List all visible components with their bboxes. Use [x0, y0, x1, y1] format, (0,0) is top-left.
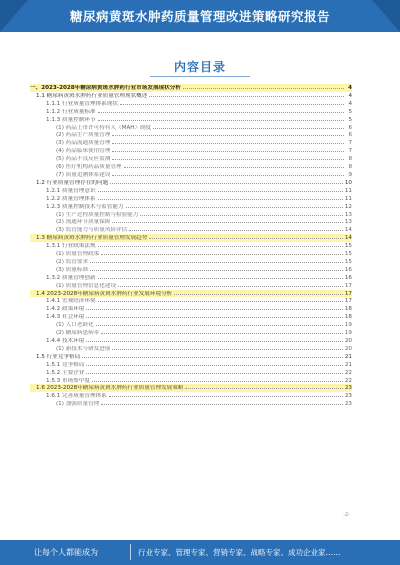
toc-entry-title: (1) 生产过程质量控制与检验能力: [56, 211, 139, 218]
toc-entry-page: 13: [344, 211, 352, 218]
footer-divider: [130, 544, 131, 560]
report-title: 糖尿病黄斑水肿药质量管理改进策略研究报告: [69, 9, 330, 24]
toc-entry-page: 17: [344, 290, 352, 297]
toc-entry-title: 1.1.2 行业质量标准: [46, 108, 96, 115]
toc-entry-page: 4: [348, 92, 352, 99]
toc-leader-dots: [112, 218, 342, 223]
toc-entry-page: 7: [348, 140, 352, 147]
toc-leader-dots: [149, 92, 344, 97]
toc-leader-dots: [120, 100, 344, 105]
toc-entry-page: 22: [344, 377, 352, 384]
toc-leader-dots: [98, 116, 344, 121]
toc-entry-page: 18: [344, 306, 352, 313]
toc-entry-page: 16: [344, 274, 352, 281]
toc-entry[interactable]: [30, 187, 352, 195]
toc-entry[interactable]: [30, 313, 352, 321]
toc-leader-dots: [101, 400, 343, 405]
toc-entry[interactable]: [30, 163, 352, 171]
toc-leader-dots: [174, 290, 343, 295]
toc-entry-page: 14: [344, 235, 352, 242]
toc-entry[interactable]: [30, 92, 352, 100]
footer-slogan: 让每个人都能成为: [34, 548, 98, 557]
toc-entry-page: 4: [348, 85, 352, 91]
toc-entry-title: 1.3.1 行业政策法规: [46, 243, 96, 250]
toc-entry-page: 19: [344, 322, 352, 329]
toc-entry[interactable]: [30, 147, 352, 155]
toc-entry-page: 20: [344, 345, 352, 352]
toc-entry-title: (7) 质量追溯体系建设: [56, 171, 111, 178]
toc-leader-dots: [86, 305, 342, 310]
toc-leader-dots: [90, 258, 343, 263]
toc-entry[interactable]: [30, 353, 352, 361]
toc-entry[interactable]: [30, 250, 352, 258]
toc-entry-title: (3) 质量标准: [56, 266, 89, 273]
toc-entry-page: 9: [348, 171, 352, 178]
toc-entry-title: 1.4.3 社会环境: [46, 314, 85, 321]
toc-leader-dots: [86, 313, 342, 318]
toc-entry[interactable]: [30, 266, 352, 274]
toc-entry-page: 21: [344, 353, 352, 360]
toc-entry[interactable]: [30, 345, 352, 353]
toc-entry-title: 1.2.3 质量控制技术与监管能力: [46, 203, 124, 210]
page-number: -2-: [343, 512, 350, 518]
toc-leader-dots: [92, 377, 343, 382]
toc-entry-title: (1) 新技术与研发进展: [56, 345, 111, 352]
toc-entry[interactable]: [30, 305, 352, 313]
toc-leader-dots: [118, 282, 343, 287]
toc-entry-page: 23: [344, 393, 352, 400]
toc-entry-title: (3) 监管能力与质量风险评估: [56, 227, 128, 234]
toc-entry-title: 1.4.1 宏观经济环境: [46, 298, 96, 305]
toc-entry-title: 1.2 行业质量管理存在的问题: [36, 179, 109, 186]
toc-entry-title: (1) 质量管理信息化建设: [56, 282, 117, 289]
toc-heading-divider: [150, 76, 250, 77]
toc-leader-dots: [126, 203, 343, 208]
toc-leader-dots: [129, 226, 343, 231]
toc-entry-page: 17: [344, 282, 352, 289]
toc-entry[interactable]: [30, 282, 352, 290]
toc-leader-dots: [112, 139, 344, 144]
toc-entry[interactable]: [30, 226, 352, 234]
toc-entry[interactable]: [30, 337, 352, 345]
toc-entry[interactable]: [30, 116, 352, 124]
toc-leader-dots: [86, 337, 342, 342]
toc-leader-dots: [101, 329, 343, 334]
table-of-contents: [30, 84, 352, 504]
toc-entry[interactable]: [30, 84, 352, 92]
toc-entry-title: 1.1.3 质量控制环节: [46, 116, 96, 123]
toc-entry[interactable]: [30, 171, 352, 179]
toc-leader-dots: [98, 297, 343, 302]
toc-entry-title: 1.4.2 政策环境: [46, 306, 85, 313]
toc-entry-title: (6) 医疗机构药品质量管理: [56, 164, 122, 171]
toc-entry[interactable]: [30, 242, 352, 250]
toc-leader-dots: [112, 131, 344, 136]
toc-entry[interactable]: [30, 131, 352, 139]
toc-entry[interactable]: [30, 195, 352, 203]
toc-entry-page: 11: [344, 195, 352, 202]
toc-leader-dots: [109, 392, 343, 397]
toc-entry-page: 15: [344, 251, 352, 258]
toc-entry-title: (4) 药品临床使用管理: [56, 148, 111, 155]
toc-leader-dots: [110, 179, 343, 184]
toc-entry[interactable]: [30, 290, 352, 298]
toc-leader-dots: [98, 195, 343, 200]
toc-entry-page: 15: [344, 258, 352, 265]
toc-entry-title: 1.4 2023-2028年糖尿病黄斑水肿药行业发展环境分析: [36, 290, 173, 297]
toc-entry-title: (2) 监管要求: [56, 258, 89, 265]
toc-entry-title: 1.3 糖尿病黄斑水肿药行业质量管理发展趋势: [36, 235, 148, 242]
toc-entry-page: 13: [344, 219, 352, 226]
toc-leader-dots: [140, 211, 342, 216]
toc-leader-dots: [112, 345, 342, 350]
toc-entry-page: 19: [344, 330, 352, 337]
toc-entry[interactable]: [30, 100, 352, 108]
toc-entry-page: 8: [348, 156, 352, 163]
toc-entry[interactable]: [30, 384, 352, 392]
toc-entry-page: 4: [348, 100, 352, 107]
toc-entry-page: 17: [344, 298, 352, 305]
toc-leader-dots: [86, 361, 342, 366]
toc-entry-title: (5) 药品不良反应监测: [56, 156, 111, 163]
toc-entry[interactable]: [30, 203, 352, 211]
toc-leader-dots: [112, 171, 344, 176]
toc-entry[interactable]: [30, 234, 352, 242]
toc-entry-title: 1.6.1 完善质量管理体系: [46, 393, 107, 400]
toc-entry-page: 23: [344, 401, 352, 408]
toc-entry[interactable]: [30, 139, 352, 147]
toc-entry-title: 1.5 行业竞争格局: [36, 353, 81, 360]
toc-entry[interactable]: [30, 155, 352, 163]
toc-entry[interactable]: [30, 321, 352, 329]
toc-entry-page: 16: [344, 266, 352, 273]
toc-entry-page: 7: [348, 148, 352, 155]
toc-entry-page: 18: [344, 314, 352, 321]
toc-entry-page: 10: [344, 179, 352, 186]
toc-entry-title: (2) 糖尿病患病率: [56, 330, 100, 337]
toc-entry-page: 23: [344, 385, 352, 392]
toc-entry[interactable]: [30, 179, 352, 187]
toc-entry-page: 5: [348, 108, 352, 115]
toc-entry-title: 1.5.3 市场集中度: [46, 377, 90, 384]
toc-leader-dots: [82, 353, 343, 358]
toc-entry-page: 5: [348, 116, 352, 123]
toc-entry-page: 6: [348, 124, 352, 131]
toc-leader-dots: [153, 124, 344, 129]
toc-leader-dots: [98, 242, 343, 247]
toc-heading: 内容目录: [173, 60, 226, 74]
toc-entry-title: 一、2023-2028年糖尿病黄斑水肿药行业市场发展现状分析: [30, 85, 181, 91]
toc-entry[interactable]: [30, 211, 352, 219]
toc-entry-title: 1.2.1 质量管理意识: [46, 187, 96, 194]
toc-leader-dots: [86, 369, 342, 374]
toc-entry[interactable]: [30, 274, 352, 282]
toc-entry[interactable]: [30, 108, 352, 116]
toc-entry-page: 6: [348, 132, 352, 139]
toc-leader-dots: [183, 84, 344, 89]
toc-entry-page: 12: [344, 203, 352, 210]
toc-entry-title: 1.5.1 竞争格局: [46, 361, 85, 368]
toc-entry[interactable]: [30, 392, 352, 400]
toc-entry[interactable]: [30, 329, 352, 337]
toc-leader-dots: [112, 147, 344, 152]
toc-entry-title: 1.3.2 质量管理创新: [46, 274, 96, 281]
toc-entry-title: 1.1 糖尿病黄斑水肿药行业质量管理现状概述: [36, 92, 148, 99]
toc-entry-title: (1) 药品上市许可持有人（MAH）制度: [56, 124, 152, 131]
toc-entry-title: (2) 药品生产质量管理: [56, 132, 111, 139]
footer-tagline: 行业专家、管理专家、营销专家、战略专家、成功企业家……: [138, 548, 341, 557]
toc-entry-page: 14: [344, 227, 352, 234]
toc-entry-page: 8: [348, 164, 352, 171]
toc-entry-page: 11: [344, 187, 352, 194]
toc-entry-page: 22: [344, 369, 352, 376]
toc-entry-page: 15: [344, 243, 352, 250]
toc-entry[interactable]: [30, 297, 352, 305]
toc-leader-dots: [185, 384, 342, 389]
toc-entry[interactable]: [30, 400, 352, 408]
toc-entry-title: (3) 药品流通质量管理: [56, 140, 111, 147]
toc-leader-dots: [101, 250, 343, 255]
toc-entry-title: 1.5.2 主要企业: [46, 369, 85, 376]
toc-leader-dots: [124, 163, 344, 168]
toc-leader-dots: [98, 108, 344, 113]
toc-entry-page: 20: [344, 338, 352, 344]
toc-entry-title: (1) 质量管理政策: [56, 251, 100, 258]
toc-entry-title: (2) 流通环节质量保障: [56, 219, 111, 226]
toc-entry[interactable]: [30, 361, 352, 369]
toc-leader-dots: [98, 274, 343, 279]
toc-leader-dots: [98, 187, 343, 192]
toc-entry-title: 1.4.4 技术环境: [46, 338, 85, 344]
toc-entry-title: (1) 加强质量管理: [56, 401, 100, 408]
toc-entry[interactable]: [30, 377, 352, 385]
toc-entry-title: 1.1.1 行业质量管理体系现状: [46, 100, 118, 107]
toc-leader-dots: [149, 234, 343, 239]
toc-entry-page: 21: [344, 361, 352, 368]
toc-leader-dots: [90, 266, 343, 271]
toc-entry-title: (1) 人口老龄化: [56, 322, 94, 329]
toc-entry-title: 1.2.2 质量管理体系: [46, 195, 96, 202]
toc-entry[interactable]: [30, 124, 352, 132]
toc-leader-dots: [112, 155, 344, 160]
toc-entry[interactable]: [30, 218, 352, 226]
toc-entry-title: 1.6 2023-2028年糖尿病黄斑水肿药行业质量管理发展策略: [36, 385, 184, 392]
toc-leader-dots: [96, 321, 343, 326]
toc-entry[interactable]: [30, 369, 352, 377]
toc-entry[interactable]: [30, 258, 352, 266]
